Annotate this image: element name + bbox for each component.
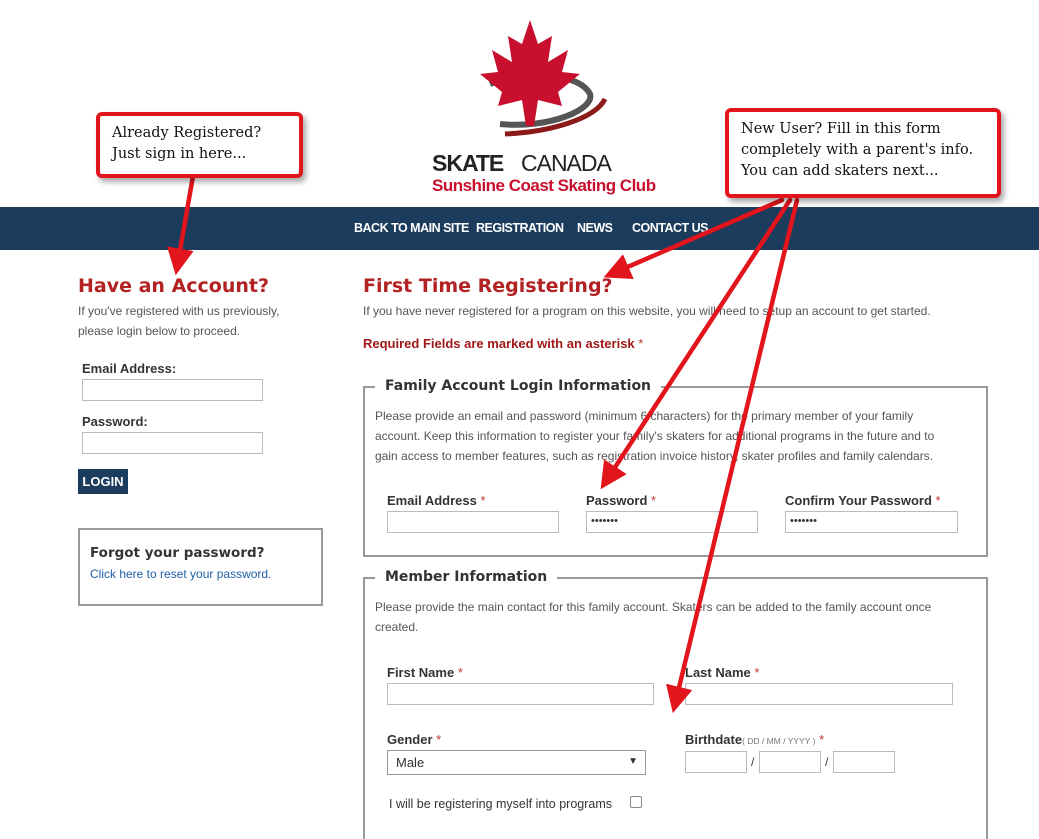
family-email-asterisk: *: [480, 493, 486, 508]
gender-label-text: Gender: [387, 732, 433, 747]
self-register-checkbox[interactable]: [630, 796, 642, 808]
login-email-label: Email Address:: [82, 361, 177, 376]
last-name-asterisk: *: [754, 665, 760, 680]
callout-right-line3: You can add skaters next...: [741, 163, 939, 179]
login-intro-line1: If you've registered with us previously,: [78, 304, 280, 318]
login-password-input[interactable]: [82, 432, 263, 454]
family-email-label: [387, 493, 486, 508]
family-email-input[interactable]: [387, 511, 559, 533]
gender-label: [387, 732, 441, 747]
last-name-input[interactable]: [685, 683, 953, 705]
callout-already-registered: [96, 112, 303, 178]
register-heading: First Time Registering?: [363, 275, 613, 297]
member-info-desc-line1: Please provide the main contact for this family account. Skaters can be added to the family account once: [375, 600, 932, 614]
callout-right-line2: completely with a parent's info.: [741, 142, 974, 158]
birthdate-day-input[interactable]: [685, 751, 747, 773]
family-password-label: [586, 493, 656, 508]
confirm-password-label-text: Confirm Your Password: [785, 493, 932, 508]
last-name-label: [685, 665, 759, 680]
nav-news[interactable]: NEWS: [577, 221, 613, 235]
login-heading: Have an Account?: [78, 275, 270, 297]
callout-right-line1: New User? Fill in this form: [741, 121, 941, 137]
gender-selected-value: Male: [396, 755, 425, 770]
skate-canada-logo[interactable]: [430, 14, 656, 204]
callout-new-user: [725, 108, 1001, 198]
self-register-label: I will be registering myself into programs: [389, 797, 612, 811]
reset-password-link[interactable]: Click here to reset your password.: [90, 567, 272, 581]
login-email-input[interactable]: [82, 379, 263, 401]
first-name-label-text: First Name: [387, 665, 455, 680]
family-account-desc-line1: Please provide an email and password (minimum 6 characters) for the primary member of your family: [375, 409, 914, 423]
member-info-desc-line2: created.: [375, 620, 419, 634]
last-name-label-text: Last Name: [685, 665, 751, 680]
confirm-password-input[interactable]: •••••••: [785, 511, 958, 533]
nav-registration[interactable]: REGISTRATION: [476, 221, 564, 235]
maple-leaf-logo-icon: [430, 14, 630, 154]
login-intro-line2: please login below to proceed.: [78, 324, 241, 338]
confirm-password-label: [785, 493, 941, 508]
birthdate-year-input[interactable]: [833, 751, 895, 773]
family-account-desc-line3: gain access to member features, such as registration invoice history, skater profiles and family calendars.: [375, 449, 934, 463]
forgot-password-box: [78, 528, 323, 606]
callout-left-line2: Just sign in here...: [112, 146, 247, 162]
first-name-asterisk: *: [457, 665, 463, 680]
register-intro: If you have never registered for a program on this website, you will need to setup an account to get started.: [363, 304, 931, 318]
family-account-legend: Family Account Login Information: [375, 378, 661, 394]
family-account-desc-line2: account. Keep this information to register your family's skaters for additional programs in the future and to: [375, 429, 935, 443]
logo-canada-text: CANADA: [521, 150, 611, 176]
required-asterisk: *: [638, 336, 644, 351]
birthdate-month-input[interactable]: [759, 751, 821, 773]
date-separator-2: /: [825, 755, 829, 769]
first-name-input[interactable]: [387, 683, 654, 705]
confirm-password-asterisk: *: [935, 493, 941, 508]
gender-select[interactable]: [387, 750, 646, 775]
family-email-label-text: Email Address: [387, 493, 477, 508]
logo-skate-text: SKATE: [432, 150, 504, 176]
forgot-password-title: Forgot your password?: [90, 545, 265, 561]
first-name-label: [387, 665, 463, 680]
family-password-label-text: Password: [586, 493, 648, 508]
login-button[interactable]: LOGIN: [78, 469, 128, 494]
chevron-down-icon: ▼: [628, 756, 638, 767]
family-password-input[interactable]: •••••••: [586, 511, 758, 533]
login-password-label: Password:: [82, 414, 148, 429]
required-note-text: Required Fields are marked with an asterisk: [363, 336, 635, 351]
callout-left-line1: Already Registered?: [112, 125, 262, 141]
birthdate-asterisk: *: [819, 732, 825, 747]
required-fields-note: [363, 336, 643, 351]
main-navigation: [0, 207, 1039, 250]
gender-asterisk: *: [436, 732, 442, 747]
logo-club-name: Sunshine Coast Skating Club: [432, 176, 656, 195]
birthdate-label-text: Birthdate: [685, 732, 743, 747]
birthdate-format-hint: ( DD / MM / YYYY ): [742, 736, 816, 746]
date-separator-1: /: [751, 755, 755, 769]
birthdate-label: [685, 732, 824, 747]
nav-contact-us[interactable]: CONTACT US: [632, 221, 709, 235]
family-password-asterisk: *: [651, 493, 657, 508]
member-info-legend: Member Information: [375, 569, 557, 585]
nav-back-to-main-site[interactable]: BACK TO MAIN SITE: [354, 221, 469, 235]
